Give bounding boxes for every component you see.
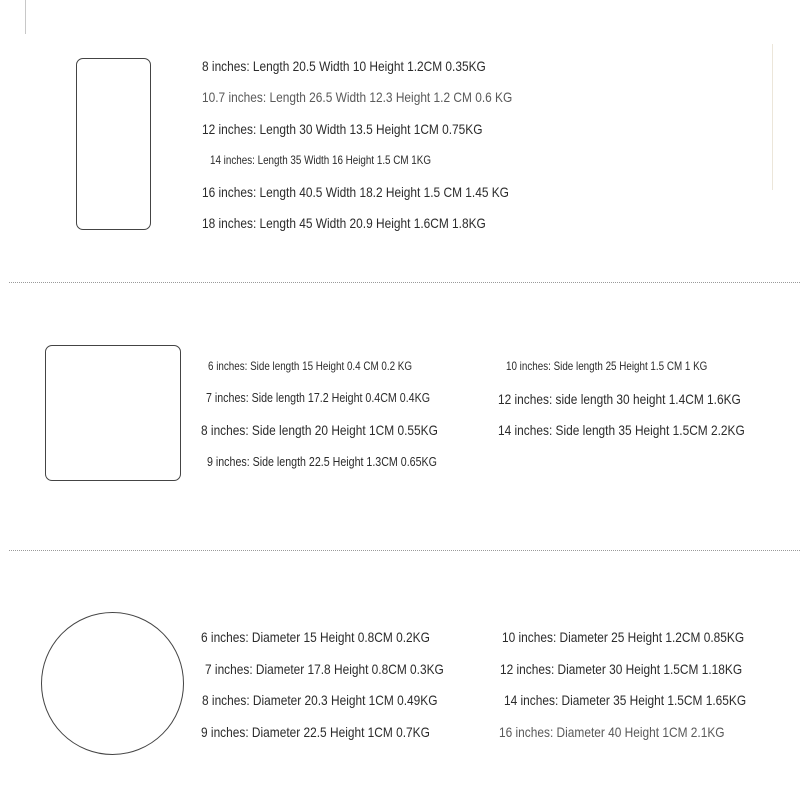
square-spec-14in: 14 inches: Side length 35 Height 1.5CM 2.2KG [498,422,745,438]
rect-spec-16in: 16 inches: Length 40.5 Width 18.2 Height 1.5 CM 1.45 KG [202,184,509,200]
section-divider [9,282,800,283]
round-spec-6in: 6 inches: Diameter 15 Height 0.8CM 0.2KG [201,629,430,645]
round-spec-9in: 9 inches: Diameter 22.5 Height 1CM 0.7KG [201,724,430,740]
square-spec-9in: 9 inches: Side length 22.5 Height 1.3CM 0.65KG [207,454,437,469]
rect-spec-10-7in: 10.7 inches: Length 26.5 Width 12.3 Height 1.2 CM 0.6 KG [202,89,513,105]
round-spec-12in: 12 inches: Diameter 30 Height 1.5CM 1.18KG [500,661,743,677]
round-spec-10in: 10 inches: Diameter 25 Height 1.2CM 0.85KG [502,629,745,645]
round-spec-16in: 16 inches: Diameter 40 Height 1CM 2.1KG [499,724,725,740]
rectangle-shape-icon [76,58,151,230]
square-spec-12in: 12 inches: side length 30 height 1.4CM 1.6KG [498,391,741,407]
square-spec-8in: 8 inches: Side length 20 Height 1CM 0.55KG [201,422,438,438]
round-spec-7in: 7 inches: Diameter 17.8 Height 0.8CM 0.3KG [205,661,444,677]
rect-spec-14in: 14 inches: Length 35 Width 16 Height 1.5 CM 1KG [210,153,431,167]
edge-shadow-line [772,44,773,190]
circle-shape-icon [41,612,184,755]
rect-spec-12in: 12 inches: Length 30 Width 13.5 Height 1CM 0.75KG [202,121,483,137]
top-edge-rule [25,0,26,34]
square-spec-10in: 10 inches: Side length 25 Height 1.5 CM 1 KG [506,359,708,373]
square-shape-icon [45,345,181,481]
rect-spec-8in: 8 inches: Length 20.5 Width 10 Height 1.2CM 0.35KG [202,58,486,74]
round-spec-14in: 14 inches: Diameter 35 Height 1.5CM 1.65KG [504,692,747,708]
square-spec-6in: 6 inches: Side length 15 Height 0.4 CM 0.2 KG [208,359,413,373]
section-divider [9,550,800,551]
round-spec-8in: 8 inches: Diameter 20.3 Height 1CM 0.49KG [202,692,438,708]
square-spec-7in: 7 inches: Side length 17.2 Height 0.4CM 0.4KG [206,390,431,405]
rect-spec-18in: 18 inches: Length 45 Width 20.9 Height 1.6CM 1.8KG [202,215,486,231]
